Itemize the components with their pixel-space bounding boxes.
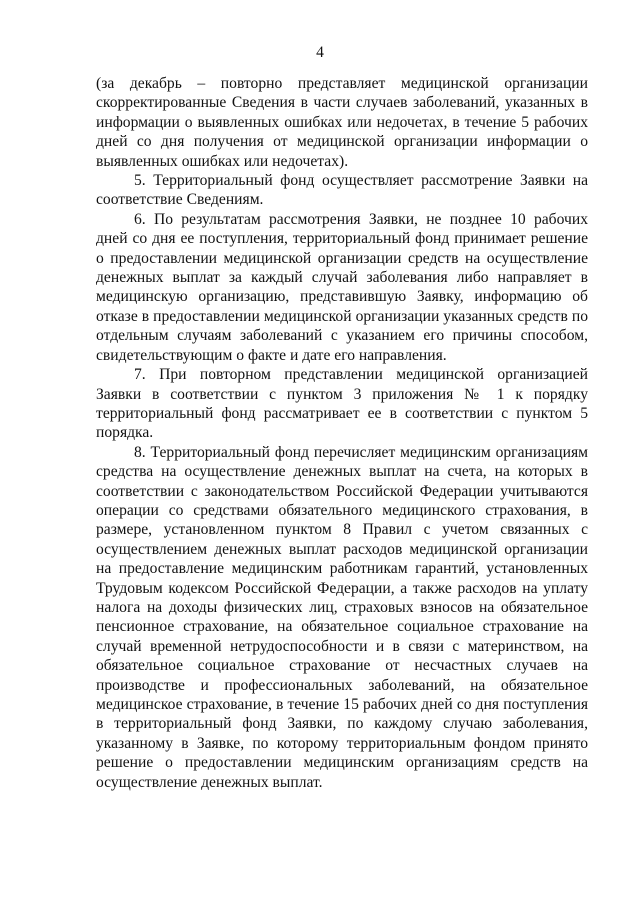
paragraph-item-8: 8. Территориальный фонд перечисляет медицинским организациям средства на осуществление денежных выплат на счета, на которых в соответствии с законодательством Российской Федерации учитываются операции со средствами обязательного медицинского страхования, в размере, установленном пунктом 8 Правил с учетом связанных с осуществлением денежных выплат расходов медицинской организации на предоставление медицинским работникам гарантий, установленных Трудовым кодексом Российской Федерации, а также расходов на уплату налога на доходы физических лиц, страховых взносов на обязательное пенсионное страхование, на обязательное социальное страхование на случай временной нетрудоспособности и в связи с материнством, на обязательное социальное страхование от несчастных случаев на производстве и профессиональных заболеваний, на обязательное медицинское страхование, в течение 15 рабочих дней со дня поступления в территориальный фонд Заявки, по каждому случаю заболевания, указанному в Заявке, по которому территориальным фондом принято решение о предоставлении медицинским организациям средств на осуществление денежных выплат. (96, 443, 588, 791)
body-text (96, 74, 588, 792)
paragraph-continuation: (за декабрь – повторно представляет медицинской организации скорректированные Сведения в части случаев заболеваний, указанных в информации о выявленных ошибках или недочетах, в течение 5 рабочих дней со дня получения от медицинской организации информации о выявленных ошибках или недочетах). (96, 75, 588, 170)
page-number: 4 (316, 44, 324, 61)
paragraph-item-5: 5. Территориальный фонд осуществляет рассмотрение Заявки на соответствие Сведениям. (96, 172, 588, 209)
paragraph-item-6: 6. По результатам рассмотрения Заявки, не позднее 10 рабочих дней со дня ее поступления, территориальный фонд принимает решение о предоставлении медицинской организации средств на осуществление денежных выплат за каждый случай заболевания либо направляет в медицинскую организацию, представившую Заявку, информацию об отказе в предоставлении медицинской организации указанных средств по отдельным случаям заболеваний с указанием его причины способом, свидетельствующим о факте и дате его направления. (96, 210, 588, 364)
paragraph-item-7: 7. При повторном представлении медицинской организацией Заявки в соответствии с пунктом 3 приложения № 1 к порядку территориальный фонд рассматривает ее в соответствии с пунктом 5 порядка. (96, 366, 588, 442)
